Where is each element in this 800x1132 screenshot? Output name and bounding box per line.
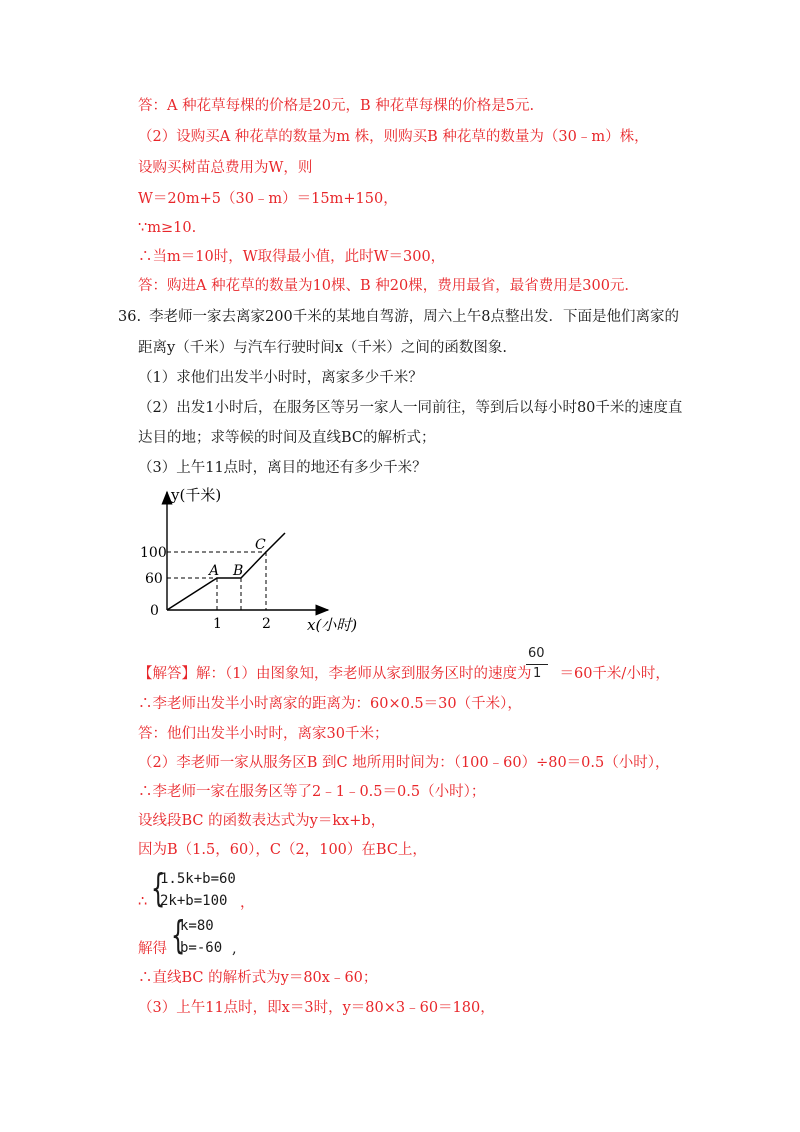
fraction-numerator: 60: [528, 646, 545, 661]
solution-line-7: 因为B（1.5，60），C（2，100）在BC上，: [138, 842, 427, 858]
answer-line-1: 答：A 种花草每棵的价格是20元，B 种花草每棵的价格是5元.: [138, 98, 535, 114]
question-2-line-1: （2）出发1小时后，在服务区等另一家人一同前往，等到后以每小时80千米的速度直: [138, 400, 683, 416]
solution-line-8: ∴直线BC 的解析式为y＝80x﹣60；: [138, 970, 378, 986]
problem-statement: 李老师一家去离家200千米的某地自驾游，周六上午8点整出发．下面是他们离家的: [149, 309, 679, 325]
answer-line-6: ∴当m＝10时，W取得最小值，此时W＝300，: [138, 249, 446, 265]
point-label-a: A: [209, 563, 220, 579]
y-tick-60: 60: [145, 571, 163, 587]
problem-text-line-1: [118, 307, 679, 327]
fraction-denominator: 1: [533, 666, 542, 681]
equation-2: 2k+b=100: [160, 893, 228, 909]
solution-b: b=-60: [180, 940, 223, 956]
origin-label: 0: [150, 603, 159, 619]
answer-line-3: 设购买树苗总费用为W，则: [138, 160, 313, 176]
question-1: （1）求他们出发半小时时，离家多少千米？: [138, 370, 423, 386]
point-label-c: C: [255, 537, 266, 553]
solution-line-3: 答：他们出发半小时时，离家30千米；: [138, 726, 389, 742]
equation-1: 1.5k+b=60: [160, 871, 236, 887]
solving-prefix: 解得: [138, 941, 167, 957]
left-brace-2: {: [170, 913, 186, 957]
left-brace-1: {: [150, 866, 166, 910]
system-1-comma: ，: [240, 895, 255, 911]
answer-line-2: （2）设购买A 种花草的数量为m 株，则购买B 种花草的数量为（30﹣m）株，: [138, 129, 649, 145]
problem-number: 36.: [118, 309, 142, 325]
y-tick-100: 100: [140, 545, 167, 561]
answer-line-4: W＝20m+5（30﹣m）＝15m+150，: [138, 191, 398, 207]
equation-system-2: [180, 915, 222, 959]
solution-line-4: （2）李老师一家从服务区B 到C 地所用时间为：（100﹣60）÷80＝0.5（小时），: [138, 755, 670, 771]
equation-system-1: [160, 868, 236, 912]
answer-line-5: ∵m≥10.: [138, 220, 197, 236]
solution-part1-speed: ＝60千米/小时，: [559, 666, 670, 682]
x-tick-2: 2: [262, 616, 271, 632]
system-2-comma: ,: [232, 941, 237, 957]
solution-line-5: ∴李老师一家在服务区等了2﹣1﹣0.5＝0.5（小时）；: [138, 784, 486, 800]
solution-line-2: ∴李老师出发半小时离家的距离为：60×0.5＝30（千米），: [138, 696, 522, 712]
fraction-bar: [526, 664, 548, 665]
problem-text-line-2: 距离y（千米）与汽车行驶时间x（千米）之间的函数图象.: [138, 340, 507, 356]
distance-time-line: [167, 533, 285, 610]
y-axis-label: y(千米): [171, 486, 222, 504]
solution-part1-intro: 【解答】解：（1）由图象知，李老师从家到服务区时的速度为: [138, 666, 532, 682]
solution-k: k=80: [180, 918, 214, 934]
question-2-line-2: 达目的地；求等候的时间及直线BC的解析式；: [138, 430, 436, 446]
solution-line-6: 设线段BC 的函数表达式为y＝kx+b，: [138, 813, 386, 829]
answer-line-7: 答：购进A 种花草的数量为10棵、B 种20棵，费用最省，最省费用是300元.: [138, 278, 630, 294]
x-axis-label: x(小时): [307, 616, 358, 634]
solution-line-1: [138, 664, 670, 684]
therefore-symbol: ∴: [138, 894, 148, 910]
x-tick-1: 1: [213, 616, 222, 632]
point-label-b: B: [233, 563, 244, 579]
solution-line-9: （3）上午11点时，即x＝3时，y＝80×3﹣60＝180，: [138, 1000, 495, 1016]
question-3: （3）上午11点时，离目的地还有多少千米？: [138, 460, 427, 476]
